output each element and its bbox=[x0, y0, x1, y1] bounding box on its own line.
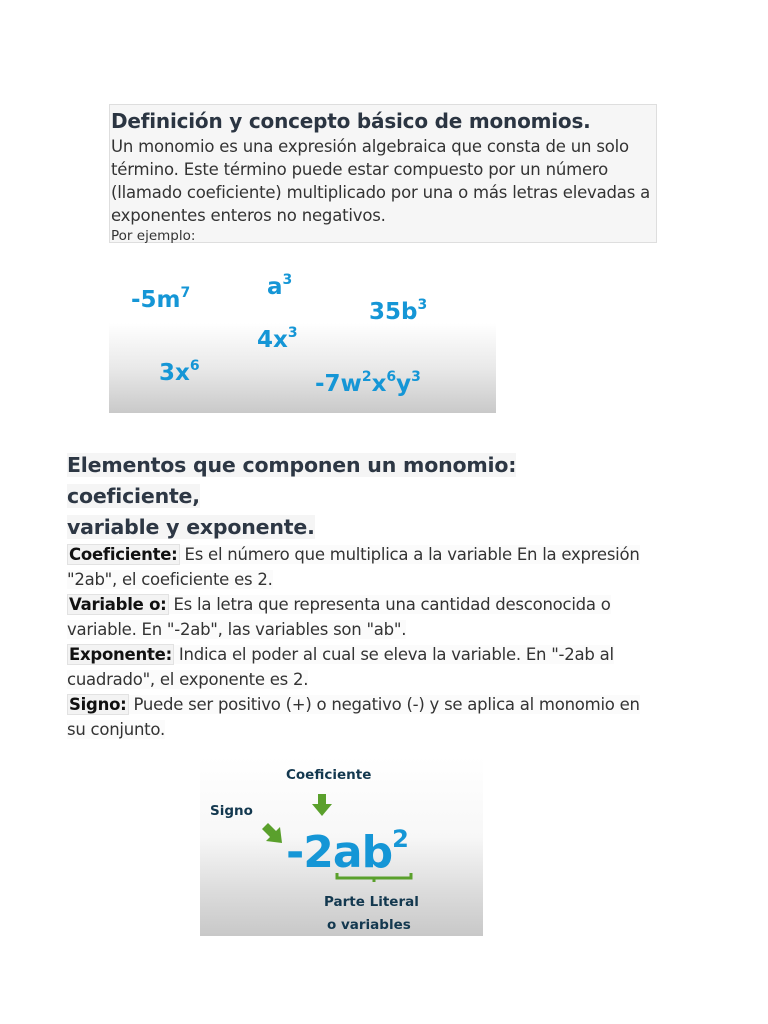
example-monomial-6: $-7w^2x^6y^3$ bbox=[315, 369, 421, 397]
literal-label-line-2: o variables bbox=[327, 917, 411, 933]
elements-list bbox=[67, 542, 657, 742]
elements-heading-line-2: variable y exponente. bbox=[67, 515, 315, 539]
sign-label: Signo bbox=[210, 803, 253, 819]
element-term: Signo: bbox=[69, 695, 127, 714]
coefficient-arrow-icon bbox=[312, 794, 332, 816]
element-exponente bbox=[67, 642, 657, 692]
elements-heading-line-1: Elementos que componen un monomio: coeficiente, bbox=[67, 453, 517, 508]
monomial-examples-image bbox=[109, 263, 496, 413]
element-term: Exponente: bbox=[69, 645, 172, 664]
element-desc: Puede ser positivo (+) o negativo (-) y se aplica al monomio en su conjunto. bbox=[67, 695, 640, 739]
definition-line-1: Un monomio es una expresión algebraica que consta de un solo bbox=[111, 137, 629, 156]
example-monomial-1: $-5m^7$ bbox=[131, 285, 191, 313]
definition-line-2: término. Este término puede estar compuesto por un número bbox=[111, 160, 609, 179]
element-desc: Es la letra que representa una cantidad desconocida o variable. En "-2ab", las variables son "ab". bbox=[67, 595, 611, 639]
element-desc: Indica el poder al cual se eleva la variable. En "-2ab al cuadrado", el exponente es 2. bbox=[67, 645, 614, 689]
main-expression: $-2ab^2$ bbox=[286, 825, 408, 878]
element-coeficiente bbox=[67, 542, 657, 592]
definition-box bbox=[109, 104, 657, 243]
element-term: Variable o: bbox=[69, 595, 167, 614]
example-monomial-4: $4x^3$ bbox=[257, 325, 298, 353]
sign-arrow-icon bbox=[262, 823, 282, 843]
definition-line-3: (llamado coeficiente) multiplicado por una o más letras elevadas a bbox=[111, 183, 651, 202]
example-label: Por ejemplo: bbox=[111, 228, 196, 244]
monomial-parts-diagram bbox=[200, 757, 483, 936]
coefficient-label: Coeficiente bbox=[286, 767, 372, 783]
element-signo bbox=[67, 692, 657, 742]
literal-label-line-1: Parte Literal bbox=[324, 894, 419, 910]
diagram-svg bbox=[200, 757, 483, 936]
examples-svg bbox=[109, 263, 496, 413]
example-monomial-3: $35b^3$ bbox=[369, 297, 428, 325]
example-monomial-5: $3x^6$ bbox=[159, 358, 200, 386]
definition-line-4: exponentes enteros no negativos. bbox=[111, 206, 386, 225]
definition-title: Definición y concepto básico de monomios. bbox=[111, 109, 591, 133]
element-term: Coeficiente: bbox=[69, 545, 178, 564]
elements-heading bbox=[67, 450, 647, 543]
example-monomial-2: $a^3$ bbox=[267, 272, 293, 300]
element-variable bbox=[67, 592, 657, 642]
element-desc: Es el número que multiplica a la variable En la expresión "2ab", el coeficiente es 2. bbox=[67, 545, 640, 589]
